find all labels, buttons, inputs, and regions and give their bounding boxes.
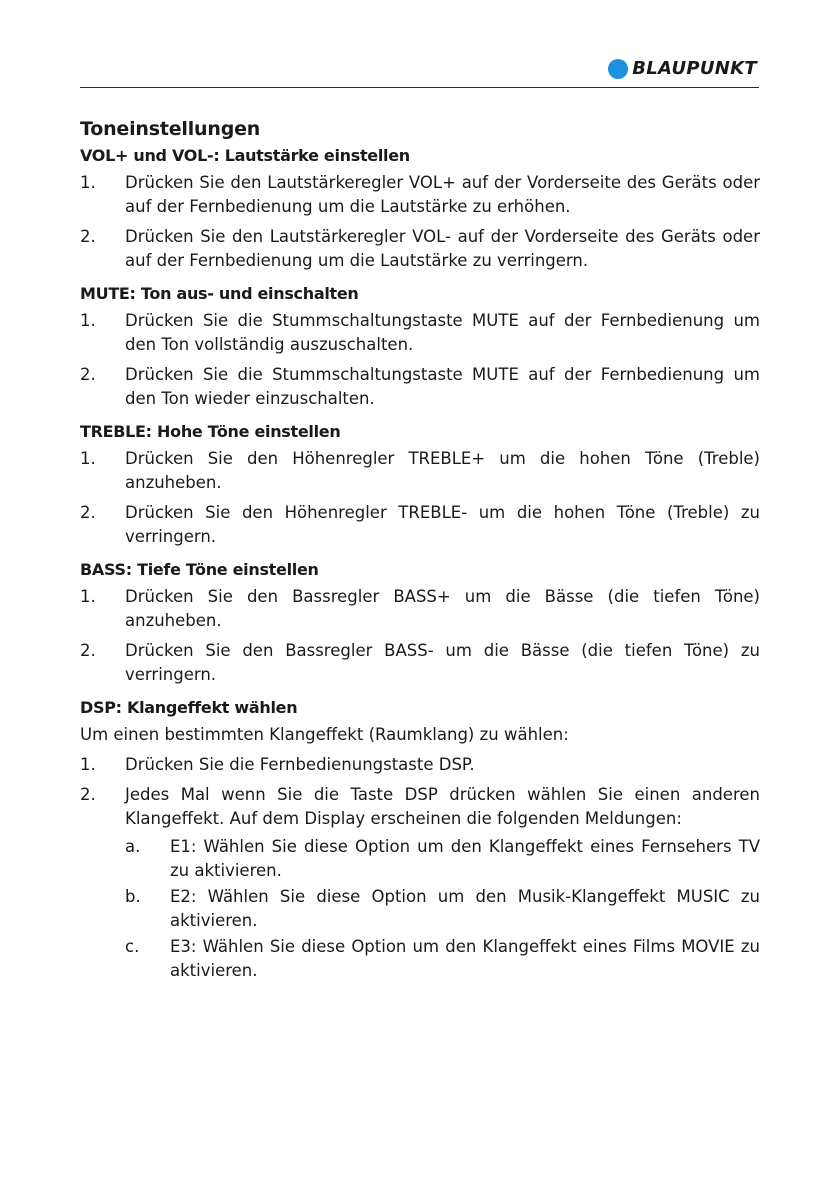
item-text: Drücken Sie die Stummschaltungstaste MUTE auf der Fernbedienung um den Ton wieder einzuschalten. bbox=[125, 365, 760, 408]
item-number: 2. bbox=[80, 785, 96, 804]
item-text: Drücken Sie den Lautstärkeregler VOL- auf der Vorderseite des Geräts oder auf der Fernbedienung um die Lautstärke zu verringern. bbox=[125, 227, 760, 270]
brand-name: BLAUPUNKT bbox=[632, 58, 757, 79]
section-mute bbox=[80, 284, 760, 411]
section-dsp bbox=[80, 698, 760, 985]
sub-list bbox=[125, 835, 760, 983]
sub-item-letter: a. bbox=[125, 837, 141, 856]
item-number: 1. bbox=[80, 587, 96, 606]
item-number: 1. bbox=[80, 449, 96, 468]
list-item bbox=[80, 171, 760, 219]
sub-item bbox=[125, 835, 760, 883]
item-text: Drücken Sie den Lautstärkeregler VOL+ auf der Vorderseite des Geräts oder auf der Fernbedienung um die Lautstärke zu erhöhen. bbox=[125, 173, 760, 216]
list-item bbox=[80, 225, 760, 273]
item-number: 2. bbox=[80, 227, 96, 246]
brand-logo bbox=[608, 58, 757, 79]
sub-item-text: E1: Wählen Sie diese Option um den Klangeffekt eines Fernsehers TV zu aktivieren. bbox=[170, 837, 760, 880]
section-heading: BASS: Tiefe Töne einstellen bbox=[80, 560, 319, 579]
brand-dot-icon bbox=[608, 59, 628, 79]
item-number: 2. bbox=[80, 641, 96, 660]
item-number: 1. bbox=[80, 311, 96, 330]
sub-item-text: E2: Wählen Sie diese Option um den Musik-Klangeffekt MUSIC zu aktivieren. bbox=[170, 887, 760, 930]
item-text: Drücken Sie die Stummschaltungstaste MUTE auf der Fernbedienung um den Ton vollständig auszuschalten. bbox=[125, 311, 760, 354]
section-intro: Um einen bestimmten Klangeffekt (Raumklang) zu wählen: bbox=[80, 725, 569, 744]
page-header bbox=[80, 55, 759, 88]
list-item bbox=[80, 501, 760, 549]
list-item bbox=[80, 309, 760, 357]
item-text: Drücken Sie den Höhenregler TREBLE- um die hohen Töne (Treble) zu verringern. bbox=[125, 503, 760, 546]
item-number: 2. bbox=[80, 503, 96, 522]
item-body bbox=[125, 783, 760, 985]
sub-item-letter: c. bbox=[125, 937, 140, 956]
section-heading: MUTE: Ton aus- und einschalten bbox=[80, 284, 359, 303]
section-bass bbox=[80, 560, 760, 687]
item-number: 2. bbox=[80, 365, 96, 384]
item-text: Drücken Sie den Bassregler BASS+ um die Bässe (die tiefen Töne) anzuheben. bbox=[125, 587, 760, 630]
page-title: Toneinstellungen bbox=[80, 118, 261, 140]
section-treble bbox=[80, 422, 760, 549]
item-text: Drücken Sie den Bassregler BASS- um die Bässe (die tiefen Töne) zu verringern. bbox=[125, 641, 760, 684]
section-vol bbox=[80, 146, 760, 273]
list-item bbox=[80, 363, 760, 411]
list-item bbox=[80, 639, 760, 687]
list-item bbox=[80, 447, 760, 495]
sub-item-letter: b. bbox=[125, 887, 141, 906]
item-text: Drücken Sie den Höhenregler TREBLE+ um die hohen Töne (Treble) anzuheben. bbox=[125, 449, 760, 492]
item-text: Jedes Mal wenn Sie die Taste DSP drücken wählen Sie einen anderen Klangeffekt. Auf dem Display erscheinen die folgenden Meldungen: bbox=[125, 785, 760, 828]
list-item bbox=[80, 783, 760, 985]
list-item bbox=[80, 753, 760, 777]
section-heading: TREBLE: Hohe Töne einstellen bbox=[80, 422, 341, 441]
sub-item bbox=[125, 885, 760, 933]
sub-item-text: E3: Wählen Sie diese Option um den Klangeffekt eines Films MOVIE zu aktivieren. bbox=[170, 937, 760, 980]
section-heading: DSP: Klangeffekt wählen bbox=[80, 698, 298, 717]
item-number: 1. bbox=[80, 755, 96, 774]
item-number: 1. bbox=[80, 173, 96, 192]
sub-item bbox=[125, 935, 760, 983]
section-heading: VOL+ und VOL-: Lautstärke einstellen bbox=[80, 146, 410, 165]
list-item bbox=[80, 585, 760, 633]
page-content bbox=[80, 118, 760, 996]
item-text: Drücken Sie die Fernbedienungstaste DSP. bbox=[125, 755, 475, 774]
